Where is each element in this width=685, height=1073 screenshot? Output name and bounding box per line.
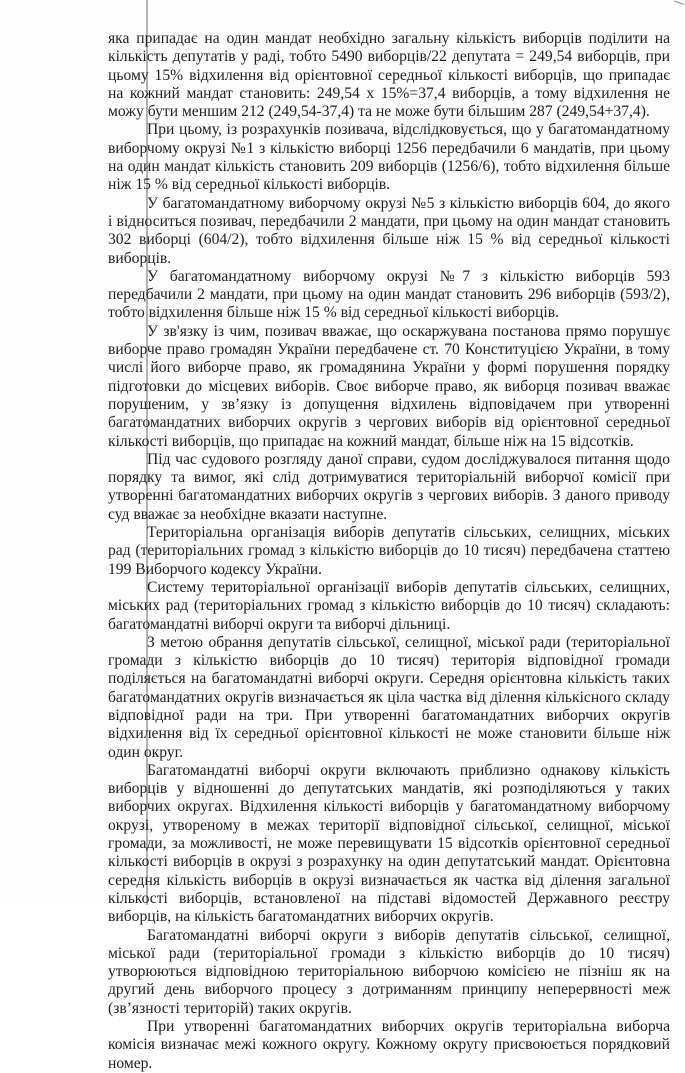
paragraph-6: Під час судового розгляду даної справи, судом досліджувалося питання щодо порядку та вимог, які слід дотримуватися територіальній виборчої комісії при утворенні багатомандатних виборчих округів з чергових виборів. З даного приводу суд вважає за необхідне вказати наступне. xyxy=(108,450,670,523)
paragraph-9: З метою обрання депутатів сільської, селищної, міської ради (територіальної громади з кількістю виборців до 10 тисяч) територія відповідної громади поділяється на багатомандатні виборчі округи. Середня орієнтовна кількість таких багатомандатних округів визначається як ціла частка від ділення кількісного складу відповідної ради на три. При утворенні багатомандатних виборчих округів відхилення від їх середньої орієнтовної кількості не може становити більше ніж один округ. xyxy=(108,633,670,761)
paragraph-8: Систему територіальної організації виборів депутатів сільських, селищних, міських рад (територіальних громад з кількістю виборців до 10 тисяч) складають: багатомандатні виборчі округи та виборчі дільниці. xyxy=(108,578,670,633)
paragraph-12: При утворенні багатомандатних виборчих округів територіальна виборча комісія визначає межі кожного округу. Кожному округу присвоюється порядковий номер. xyxy=(108,1018,670,1072)
paragraph-7: Територіальна організація виборів депутатів сільських, селищних, міських рад (територіальних громад з кількістю виборців до 10 тисяч) передбачена статтею 199 Виборчого кодексу України. xyxy=(108,524,670,578)
scan-artifact-corner-mark xyxy=(672,1,684,11)
paragraph-1: яка припадає на один мандат необхідно загальну кількість виборців поділити на кількість депутатів у раді, тобто 5490 виборців/22 депутата = 249,54 виборців, при цьому 15% відхилення від орієнтовної середньої кількості виборців, що припадає на кожний мандат становить: 249,54 х 15%=37,4 виборців, а тому відхилення не можу бути меншим 212 (249,54-37,4) та не може бути більшим 287 (249,54+37,4). xyxy=(108,30,670,121)
paragraph-3: У багатомандатному виборчому окрузі №5 з кількістю виборців 604, до якого і відноситься позивач, передбачили 2 мандати, при цьому на один мандат становить 302 виборці (604/2), тобто відхилення більше ніж 15 % від середньої кількості виборців. xyxy=(108,194,670,267)
paragraph-2: При цьому, із розрахунків позивача, відслідковується, що у багатомандатному виборчому окрузі №1 з кількістю виборці 1256 передбачили 6 мандатів, при цьому на один мандат кількість становить 209 виборців (1256/6), тобто відхилення більше ніж 15 % від середньої кількості виборців. xyxy=(108,121,670,194)
paragraph-4: У багатомандатному виборчому окрузі №7 з кількістю виборців 593 передбачили 2 мандати, при цьому на один мандат становить 296 виборців (593/2), тобто відхилення більше ніж 15 % від середньої кількості виборців. xyxy=(108,267,670,322)
paragraph-5: У зв'язку із чим, позивач вважає, що оскаржувана постанова прямо порушує виборче право громадян України передбачене ст. 70 Конституцією України, в тому числі його виборче право, як громадянина України у формі порушення порядку підготовки до місцевих виборів. Своє виборче право, як виборця позивач вважає порушеним, у зв’язку із допущення відхилень відповідачем при утворенні багатомандатних виборчих округів з чергових виборів від орієнтовної середньої кількості виборців, що припадає на кожний мандат, більше ніж на 15 відсотків. xyxy=(108,322,670,450)
paragraph-10: Багатомандатні виборчі округи включають приблизно однакову кількість виборців у відношенні до депутатських мандатів, які розподіляються у таких виборчих округах. Відхилення кількості виборців у багатомандатному виборчому окрузі, утвореному в межах території відповідної сільської, селищної, міської громади, за можливості, не може перевищувати 15 відсотків орієнтовної середньої кількості виборців в окрузі з розрахунку на один депутатський мандат. Орієнтовна середня кількість виборців в окрузі визначається як частка від ділення загальної кількості виборців, встановленої на підставі відомостей Державного реєстру виборців, на кількість багатомандатних виборчих округів. xyxy=(108,761,670,926)
paragraph-11: Багатомандатні виборчі округи з виборів депутатів сільської, селищної, міської ради (територіальної громади з кількістю виборців до 10 тисяч) утворюються відповідною територіальною виборчою комісією не пізніш як на другий день виборчого процесу з дотриманням принципу неперервності меж (зв’язності територій) таких округів. xyxy=(108,926,670,1017)
document-body xyxy=(108,30,670,1073)
